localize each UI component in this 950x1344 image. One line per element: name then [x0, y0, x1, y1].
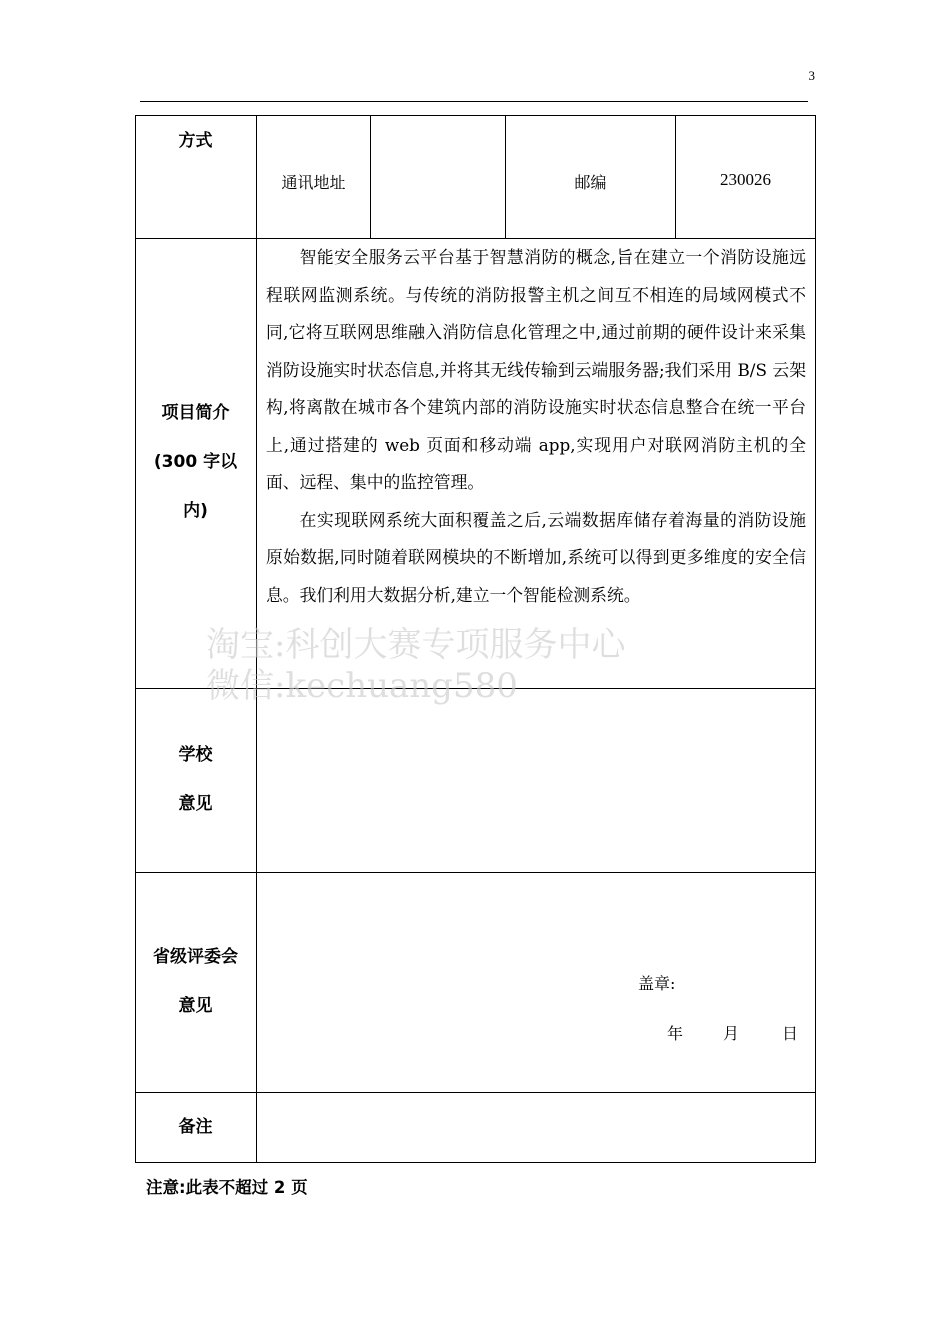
page-number: 3 — [808, 68, 815, 83]
intro-label-line: (300 字以 — [153, 452, 238, 472]
row-divider — [135, 1092, 816, 1093]
intro-label-line: 项目简介 — [161, 403, 230, 423]
page-limit-note: 注意:此表不超过 2 页 — [146, 1178, 308, 1197]
date-year: 年 — [667, 1024, 684, 1043]
intro-label — [135, 389, 256, 536]
intro-paragraph: 在实现联网系统大面积覆盖之后,云端数据库储存着海量的消防设施原始数据,同时随着联网模块的不断增加,系统可以得到更多维度的安全信息。我们利用大数据分析,建立一个智能检测系统。 — [266, 509, 806, 605]
date-month: 月 — [723, 1024, 740, 1043]
row-divider — [135, 872, 816, 873]
contact-label: 方式 — [178, 131, 213, 151]
table-border-top — [135, 115, 816, 116]
address-label: 通讯地址 — [281, 173, 346, 192]
label-column-divider — [256, 115, 257, 1163]
watermark-line: 淘宝:科创大赛专项服务中心 — [206, 625, 626, 665]
table-border-bottom — [135, 1162, 816, 1163]
header-rule — [140, 101, 808, 102]
contact-cell-divider — [370, 115, 371, 238]
seal-label: 盖章: — [638, 974, 676, 993]
postcode-label: 邮编 — [574, 173, 607, 192]
province-opinion-label — [135, 933, 256, 1031]
postcode-value: 230026 — [720, 170, 771, 189]
watermark-line: 微信:kechuang580 — [206, 666, 518, 706]
province-label-line: 省级评委会 — [153, 947, 238, 967]
project-intro-text — [266, 239, 806, 614]
table-border-right — [815, 115, 816, 1163]
province-label-line: 意见 — [178, 996, 213, 1016]
school-label-line: 学校 — [178, 745, 213, 765]
school-opinion-label — [135, 731, 256, 829]
school-label-line: 意见 — [178, 794, 213, 814]
date-day: 日 — [782, 1024, 799, 1043]
remarks-label: 备注 — [178, 1117, 213, 1137]
intro-paragraph: 智能安全服务云平台基于智慧消防的概念,旨在建立一个消防设施远程联网监测系统。与传统的消防报警主机之间互不相连的局域网模式不同,它将互联网思维融入消防信息化管理之中,通过前期的硬件设计来采集消防设施实时状态信息,并将其无线传输到云端服务器;我们采用 B/S 云架构,将离散在城市各个建筑内部的消防设施实时状态信息整合在统一平台上,通过搭建的 web 页面和移动端 app,实现用户对联网消防主机的全面、远程、集中的监控管理。 — [266, 247, 806, 492]
intro-label-line: 内) — [183, 501, 208, 521]
row-divider — [135, 688, 816, 689]
